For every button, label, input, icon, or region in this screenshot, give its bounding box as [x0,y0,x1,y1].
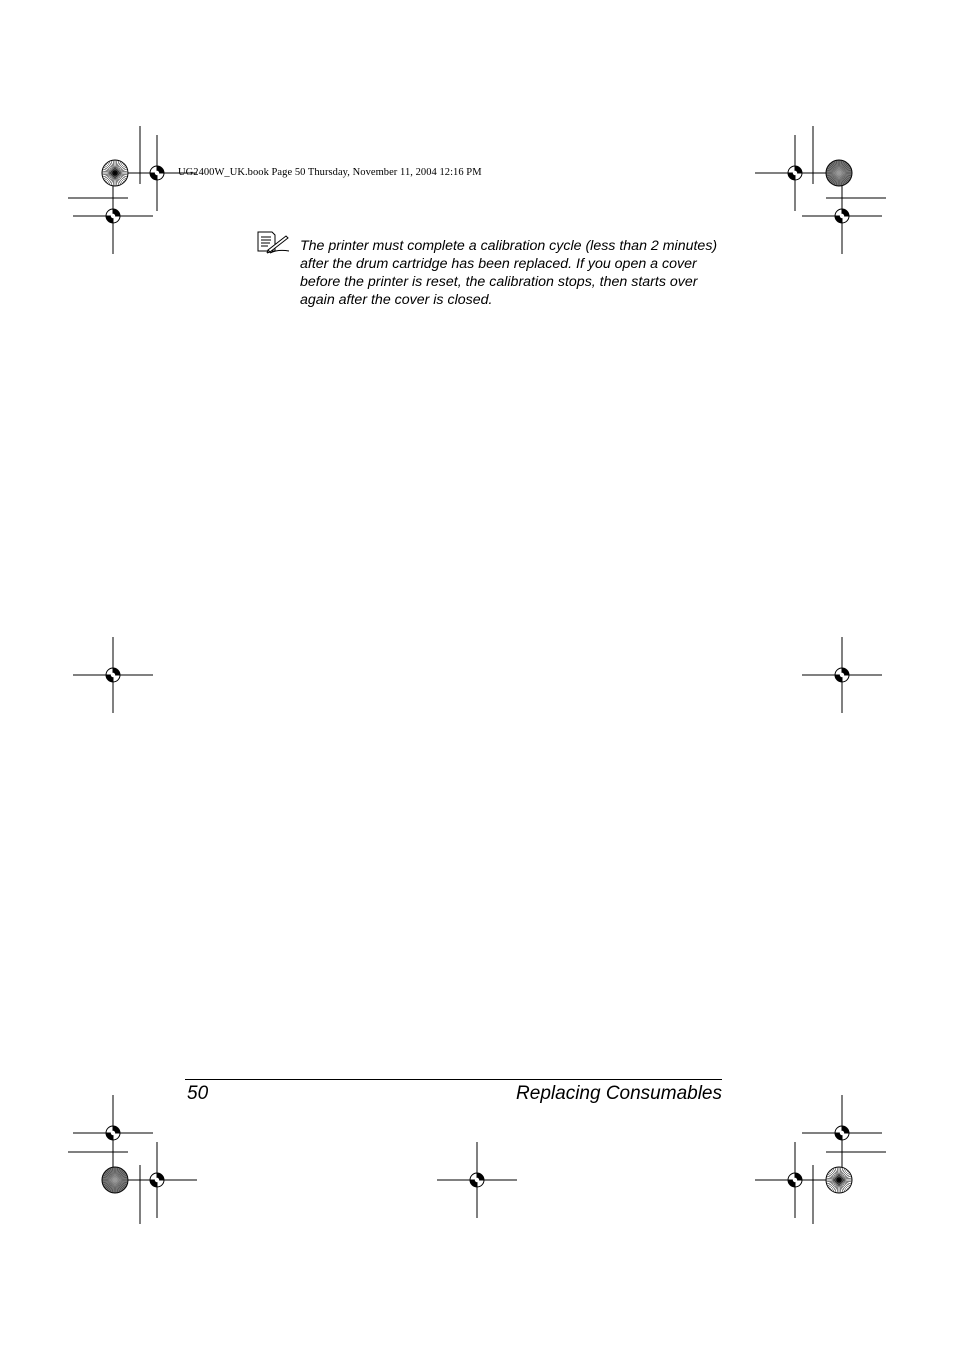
note-pencil-icon [256,230,290,254]
note-line: again after the cover is closed. [300,292,493,308]
note-line: before the printer is reset, the calibration stops, then starts over [300,274,698,290]
registration-mark-icon [73,1095,153,1171]
registration-mark-icon [437,1142,517,1218]
page-number: 50 [187,1083,209,1104]
color-target-icon [826,160,852,186]
note-text [300,237,740,309]
registration-mark-icon [802,178,882,254]
color-targets [102,160,852,1193]
registration-mark-icon [802,637,882,713]
registration-mark-icon [73,178,153,254]
book-slug: UG2400W_UK.book Page 50 Thursday, November 11, 2004 12:16 PM [178,167,482,178]
registration-mark-icon [755,135,835,211]
chapter-title: Replacing Consumables [516,1083,722,1104]
color-target-icon [102,1167,128,1193]
registration-mark-icon [117,1142,197,1218]
footer-rule [185,1079,722,1080]
color-target-icon [826,1167,852,1193]
registration-mark-icon [73,637,153,713]
note-line: The printer must complete a calibration cycle (less than 2 minutes) [300,238,718,254]
registration-mark-icon [802,1095,882,1171]
color-target-icon [102,160,128,186]
note-line: after the drum cartridge has been replaced. If you open a cover [300,256,697,272]
registration-mark-icon [755,1142,835,1218]
